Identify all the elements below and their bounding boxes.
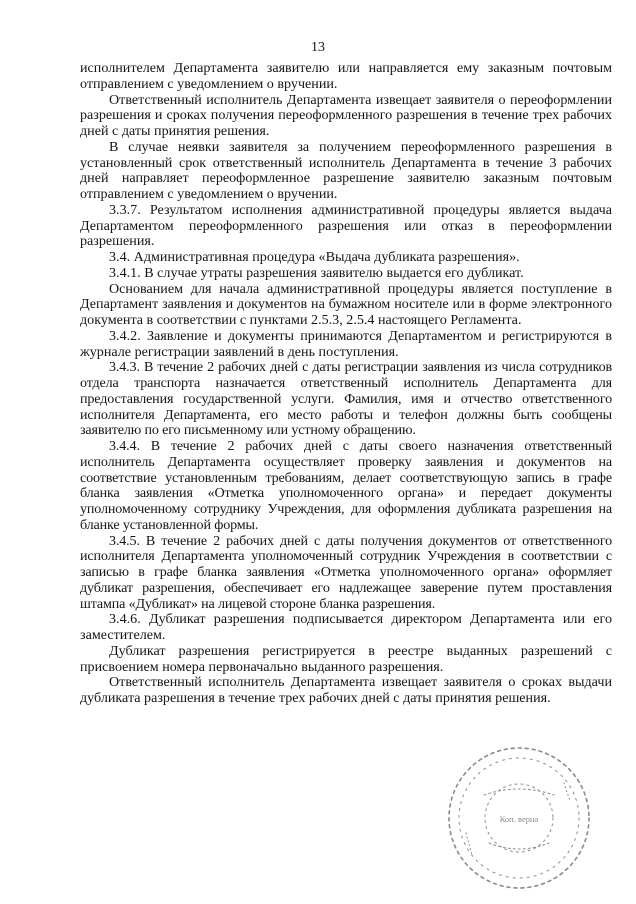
official-stamp-seal — [444, 743, 594, 893]
stamp-text: Коп. верна — [499, 814, 539, 824]
paragraph: Дубликат разрешения регистрируется в реестре выданных разрешений с присвоением номера первоначально выданного разрешения. — [80, 642, 612, 675]
paragraph: 3.3.7. Результатом исполнения административной процедуры является выдача Департаментом переоформленного разрешения или отказ в переоформлении разрешения. — [80, 201, 612, 250]
paragraph: 3.4.3. В течение 2 рабочих дней с даты регистрации заявления из числа сотрудников отдела транспорта назначается ответственный исполнитель Департамента для предоставления государственной услуги. Фамилия, имя и отчество ответственного исполнителя Департамента, его место работы и телефон должны быть сообщены заявителю по его письменному или устному обращению. — [80, 359, 612, 439]
document-body — [80, 61, 612, 707]
paragraph: 3.4.5. В течение 2 рабочих дней с даты получения документов от ответственного исполнителя Департамента уполномоченный сотрудник Учреждения в соответствии с записью в графе бланка заявления «Отметка уполномоченного органа» оформляет дубликат разрешения, обеспечивает его надлежащее заверение путем проставления штампа «Дубликат» на лицевой стороне бланка разрешения. — [80, 532, 612, 612]
paragraph: Ответственный исполнитель Департамента извещает заявителя о переоформлении разрешения и сроках получения переоформленного разрешения в течение трех рабочих дней с даты принятия решения. — [80, 91, 612, 139]
paragraph: В случае неявки заявителя за получением переоформленного разрешения в установленный срок ответственный исполнитель Департамента в течение 3 рабочих дней направляет переоформленное разрешение заявителю заказным почтовым отправлением с уведомлением о вручении. — [80, 138, 612, 202]
paragraph: 3.4.2. Заявление и документы принимаются Департаментом и регистрируются в журнале регистрации заявлений в день поступления. — [80, 327, 612, 360]
page-number: 13 — [311, 40, 325, 55]
paragraph: 3.4.6. Дубликат разрешения подписывается директором Департамента или его заместителем. — [80, 611, 612, 643]
section-heading: 3.4. Административная процедура «Выдача дубликата разрешения». — [109, 249, 520, 265]
paragraph: 3.4.1. В случае утраты разрешения заявителю выдается его дубликат. — [109, 264, 524, 281]
paragraph: исполнителем Департамента заявителю или направляется ему заказным почтовым отправлением с уведомлением о вручении. — [80, 60, 612, 92]
paragraph: Ответственный исполнитель Департамента извещает заявителя о сроках выдачи дубликата разрешения в течение трех рабочих дней с даты принятия решения. — [80, 674, 612, 706]
paragraph: Основанием для начала административной процедуры является поступление в Департамент заявления и документов на бумажном носителе или в форме электронного документа в соответствии с пунктами 2.5.3, 2.5.4 настоящего Регламента. — [80, 280, 612, 328]
paragraph: 3.4.4. В течение 2 рабочих дней с даты своего назначения ответственный исполнитель Департамента осуществляет проверку заявления и документов на соответствие установленным требованиям, делает соответствующую запись в графе бланка заявления «Отметка уполномоченного органа» и передает документы уполномоченному сотруднику Учреждения, для оформления дубликата разрешения на бланке установленной формы. — [80, 438, 612, 533]
